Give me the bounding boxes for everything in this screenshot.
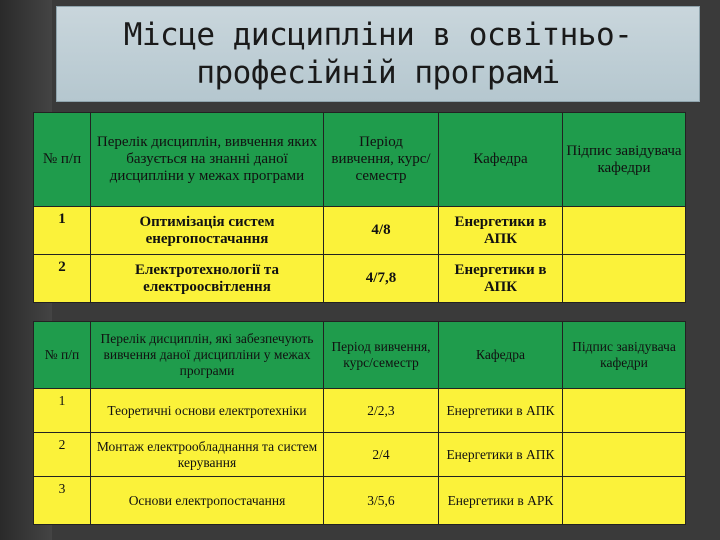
col-header-discipline: Перелік дисциплін, вивчення яких базується на знанні даної дисципліни у межах програми bbox=[91, 113, 324, 207]
table-row bbox=[34, 389, 686, 433]
row-discipline: Теоретичні основи електротехніки bbox=[91, 389, 324, 433]
col-header-signature: Підпис завідувача кафедри bbox=[563, 322, 686, 389]
row-period: 4/7,8 bbox=[324, 255, 439, 303]
prerequisite-disciplines-table bbox=[33, 321, 686, 525]
col-header-period: Період вивчення, курс/семестр bbox=[324, 322, 439, 389]
table-header-row bbox=[34, 322, 686, 389]
col-header-department: Кафедра bbox=[439, 322, 563, 389]
row-discipline: Основи електропостачання bbox=[91, 477, 324, 525]
table-row bbox=[34, 255, 686, 303]
row-number: 1 bbox=[34, 389, 91, 433]
row-department: Енергетики в АПК bbox=[439, 433, 563, 477]
row-department: Енергетики в АПК bbox=[439, 389, 563, 433]
title-line-2: професійній програмі bbox=[196, 55, 560, 91]
row-department: Енергетики в АРК bbox=[439, 477, 563, 525]
col-header-department: Кафедра bbox=[439, 113, 563, 207]
row-number: 3 bbox=[34, 477, 91, 525]
slide-title bbox=[56, 6, 700, 102]
row-discipline: Електротехнології та електроосвітлення bbox=[91, 255, 324, 303]
row-signature bbox=[563, 433, 686, 477]
row-signature bbox=[563, 389, 686, 433]
row-period: 3/5,6 bbox=[324, 477, 439, 525]
col-header-signature: Підпис завідувача кафедри bbox=[563, 113, 686, 207]
table-row bbox=[34, 477, 686, 525]
table-row bbox=[34, 207, 686, 255]
row-period: 4/8 bbox=[324, 207, 439, 255]
row-number: 2 bbox=[34, 433, 91, 477]
table-header-row bbox=[34, 113, 686, 207]
row-period: 2/2,3 bbox=[324, 389, 439, 433]
row-discipline: Монтаж електрообладнання та систем керування bbox=[91, 433, 324, 477]
col-header-discipline: Перелік дисциплін, які забезпечують вивчення даної дисципліни у межах програми bbox=[91, 322, 324, 389]
row-number: 1 bbox=[34, 207, 91, 255]
row-number: 2 bbox=[34, 255, 91, 303]
row-discipline: Оптимізація систем енергопостачання bbox=[91, 207, 324, 255]
table-row bbox=[34, 433, 686, 477]
row-department: Енергетики в АПК bbox=[439, 255, 563, 303]
row-period: 2/4 bbox=[324, 433, 439, 477]
row-department: Енергетики в АПК bbox=[439, 207, 563, 255]
row-signature bbox=[563, 255, 686, 303]
col-header-number: № п/п bbox=[34, 322, 91, 389]
dependent-disciplines-table bbox=[33, 112, 686, 303]
row-signature bbox=[563, 477, 686, 525]
title-line-1: Місце дисципліни в освітньо- bbox=[123, 17, 633, 53]
row-signature bbox=[563, 207, 686, 255]
col-header-number: № п/п bbox=[34, 113, 91, 207]
col-header-period: Період вивчення, курс/семестр bbox=[324, 113, 439, 207]
